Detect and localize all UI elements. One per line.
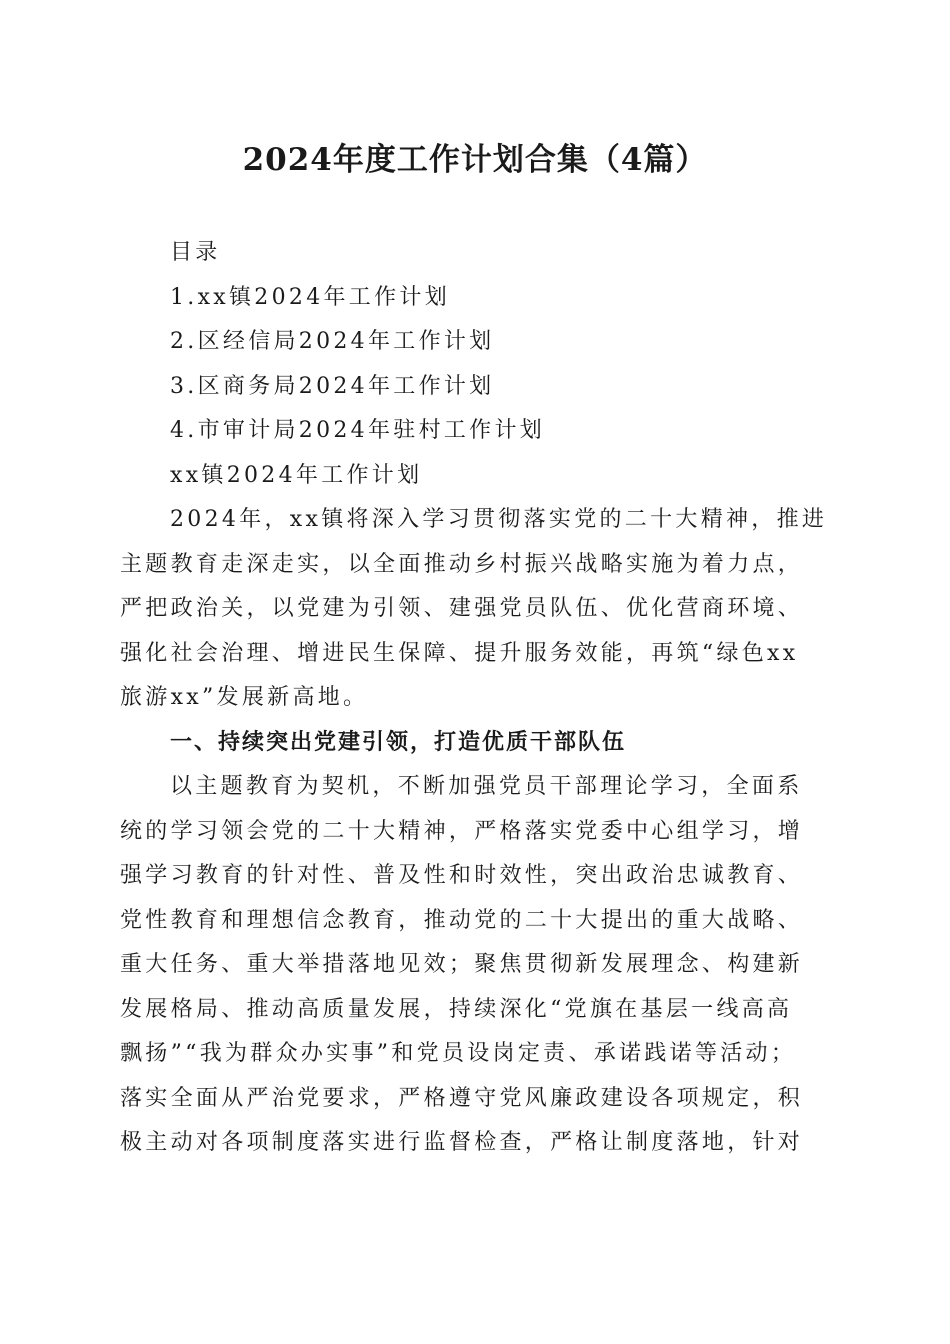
heading-1: 一、持续突出党建引领，打造优质干部队伍 xyxy=(170,730,627,755)
body-line-4: 党性教育和理想信念教育，推动党的二十大提出的重大战略、 xyxy=(120,908,804,933)
body-line-8: 落实全面从严治党要求，严格遵守党风廉政建设各项规定，积 xyxy=(120,1086,804,1111)
toc-item-3: 3.区商务局2024年工作计划 xyxy=(170,374,495,399)
toc-heading: 目录 xyxy=(170,240,221,265)
document-title: 2024年度工作计划合集（4篇） xyxy=(242,142,708,178)
toc-item-1: 1.xx镇2024年工作计划 xyxy=(170,285,450,310)
intro-line-3: 严把政治关，以党建为引领、建强党员队伍、优化营商环境、 xyxy=(120,596,804,621)
section-title: xx镇2024年工作计划 xyxy=(170,463,423,488)
intro-line-5: 旅游xx”发展新高地。 xyxy=(120,685,369,710)
body-line-2: 统的学习领会党的二十大精神，严格落实党委中心组学习，增 xyxy=(120,819,804,844)
body-line-9: 极主动对各项制度落实进行监督检查，严格让制度落地，针对 xyxy=(120,1130,804,1155)
toc-item-4: 4.市审计局2024年驻村工作计划 xyxy=(170,418,546,443)
toc-item-2: 2.区经信局2024年工作计划 xyxy=(170,329,495,354)
intro-line-4: 强化社会治理、增进民生保障、提升服务效能，再筑“绿色xx xyxy=(120,641,799,666)
body-line-3: 强学习教育的针对性、普及性和时效性，突出政治忠诚教育、 xyxy=(120,863,804,888)
body-line-5: 重大任务、重大举措落地见效；聚焦贯彻新发展理念、构建新 xyxy=(120,952,804,977)
intro-line-1: 2024年，xx镇将深入学习贯彻落实党的二十大精神，推进 xyxy=(170,507,828,532)
body-line-6: 发展格局、推动高质量发展，持续深化“党旗在基层一线高高 xyxy=(120,997,793,1022)
body-line-7: 飘扬”“我为群众办实事”和党员设岗定责、承诺践诺等活动； xyxy=(120,1041,797,1066)
intro-line-2: 主题教育走深走实，以全面推动乡村振兴战略实施为着力点， xyxy=(120,552,804,577)
body-line-1: 以主题教育为契机，不断加强党员干部理论学习，全面系 xyxy=(170,774,803,799)
